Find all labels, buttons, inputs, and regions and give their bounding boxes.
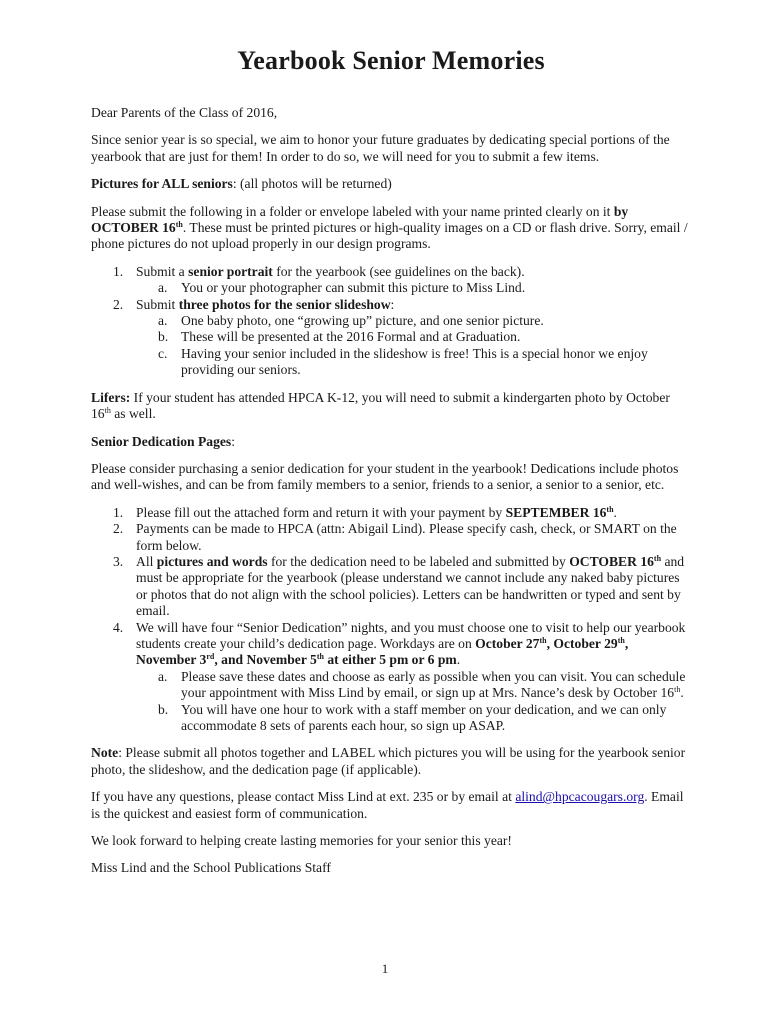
lifers-paragraph [91,390,691,423]
list-letter: a. [158,280,168,296]
note-paragraph [91,745,691,778]
bold-text: three photos for the senior slideshow [178,296,391,312]
deadline-text: OCTOBER 16 [569,553,654,569]
date-text: , October 29 [546,635,618,651]
list-number: 1. [113,504,124,520]
date-text: October 27 [475,635,540,651]
list-letter: b. [158,329,169,345]
text-run: Submit a [136,263,189,279]
text-run: We will have four “Senior Dedication” nights, and you must choose one to visit to help our yearbook students create your child’s dedication page. Workdays are on [136,619,686,651]
sub-list-item [91,313,691,329]
sub-list-item [91,329,691,345]
list-letter: a. [158,668,168,684]
text-run: These will be presented at the 2016 Formal and at Graduation. [181,329,521,345]
list-item [91,521,691,554]
text-run: You will have one hour to work with a staff member on your dedication, and we can only accommodate 8 sets of parents each hour, so sign up ASAP. [181,701,667,733]
text-run: . Email is the quickest and easiest form of communication. [91,789,684,821]
text-run: : [231,433,235,449]
list-item [91,620,691,669]
list-number: 2. [113,296,124,312]
text-run: Having your senior included in the slideshow is free! This is a special honor we enjoy providing our seniors. [181,345,648,378]
ordinal-suffix: th [606,504,614,514]
list-letter: a. [158,313,168,329]
list-number: 2. [113,521,124,537]
list-item [91,297,691,313]
ordinal-suffix: th [674,685,681,695]
ordinal-suffix: rd [206,652,215,662]
text-run: . [456,652,461,668]
text-run: for the yearbook (see guidelines on the back). [272,263,525,279]
text-run: Please submit the following in a folder or envelope labeled with your name printed clearly on it [91,203,614,219]
pictures-heading: Pictures for ALL seniors [91,176,233,192]
text-run: . These must be printed pictures or high-quality images on a CD or flash drive. Sorry, email / phone pictures do not upload properly in our design programs. [91,220,688,252]
date-text: , and November 5 [214,652,317,668]
document-page [91,44,691,888]
lifers-label: Lifers: [91,389,131,405]
sub-list-item [91,346,691,379]
ordinal-suffix: th [539,635,547,645]
bold-text: senior portrait [188,263,273,279]
text-run: Payments can be made to HPCA (attn: Abigail Lind). Please specify cash, check, or SMART on the form below. [136,521,677,553]
pictures-heading-line [91,176,691,192]
list-number: 3. [113,553,124,569]
closing-paragraph: We look forward to helping create lasting memories for your senior this year! [91,833,512,849]
email-link[interactable]: alind@hpcacougars.org [515,789,645,805]
deadline-text: SEPTEMBER 16 [505,504,607,520]
list-item [91,505,691,521]
text-run: If your student has attended HPCA K-12, you will need to submit a kindergarten photo by October 16 [91,389,670,422]
bold-text: pictures and words [156,553,268,569]
text-run: for the dedication need to be labeled and submitted by [267,553,570,569]
sub-list-item [91,669,691,702]
pictures-list [91,264,691,379]
list-number: 1. [113,263,124,279]
deadline-text: by OCTOBER 16 [91,203,629,236]
greeting: Dear Parents of the Class of 2016, [91,105,278,120]
ordinal-suffix: th [653,553,662,563]
sub-list-item [91,280,691,296]
text-run: All [136,553,157,569]
pictures-heading-note: : (all photos will be returned) [232,176,392,192]
page-title: Yearbook Senior Memories [237,46,545,75]
ordinal-suffix: th [617,635,625,645]
list-letter: b. [158,701,169,717]
time-text: at either 5 pm or 6 pm [323,652,457,668]
sub-list-item [91,702,691,735]
text-run: If you have any questions, please contact Miss Lind at ext. 235 or by email at [91,789,516,805]
text-run: You or your photographer can submit this picture to Miss Lind. [181,280,526,296]
pictures-instructions [91,204,691,253]
list-item [91,554,691,620]
ordinal-suffix: th [104,406,111,416]
contact-paragraph [91,789,691,822]
ordinal-suffix: th [175,220,183,230]
text-run: : Please submit all photos together and LABEL which pictures you will be using for the yearbook senior photo, the slideshow, and the dedication page (if applicable). [91,745,686,777]
date-text: , November 3 [136,635,629,668]
dedication-heading: Senior Dedication Pages [91,433,232,449]
text-run: One baby photo, one “growing up” picture, and one senior picture. [181,313,544,329]
note-label: Note [91,745,119,761]
dedication-intro: Please consider purchasing a senior dedication for your student in the yearbook! Dedications include photos and well-wishes, and can be from family members to a senior, friends to a senior, a senior to a senior, etc. [91,460,679,493]
text-run: and must be appropriate for the yearbook (please understand we cannot include any naked baby pictures or photos that do not align with the school policies). Letters can be handwritten or typed and sent by email. [136,553,685,619]
dedication-heading-line [91,434,691,450]
text-run: Submit [136,296,179,312]
text-run: as well. [110,406,156,422]
list-number: 4. [113,619,124,635]
text-run: . [613,504,617,520]
list-item [91,264,691,280]
text-run: Please fill out the attached form and return it with your payment by [136,504,506,520]
page-number: 1 [381,961,389,976]
text-run: Please save these dates and choose as early as possible when you can visit. You can schedule your appointment with Miss Lind by email, or sign up at Mrs. Nance’s desk by October 16 [181,668,686,701]
dedication-list [91,505,691,735]
signature: Miss Lind and the School Publications Staff [91,860,331,876]
text-run: . [680,685,684,701]
ordinal-suffix: th [316,652,324,662]
text-run: : [390,296,395,312]
list-letter: c. [158,345,168,361]
intro-paragraph: Since senior year is so special, we aim to honor your future graduates by dedicating special portions of the yearbook that are just for them! In order to do so, we will need for you to submit a few items. [91,132,670,164]
